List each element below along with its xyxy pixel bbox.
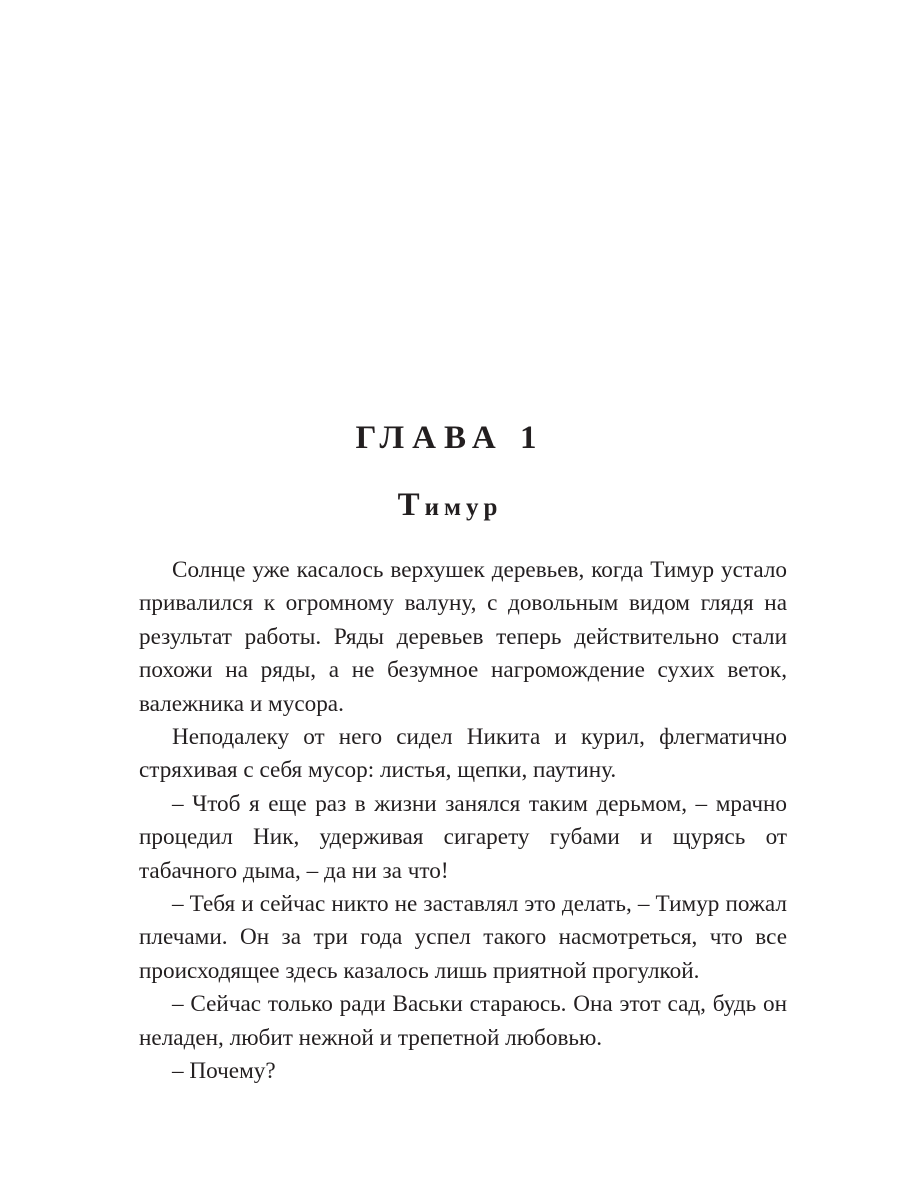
chapter-body-text	[139, 554, 787, 1089]
paragraph: – Сейчас только ради Васьки стараюсь. Она этот сад, будь он неладен, любит нежной и трепетной любовью.	[139, 991, 787, 1051]
chapter-subtitle-rest: имур	[424, 494, 503, 521]
chapter-heading: ГЛАВА 1	[355, 420, 545, 456]
paragraph: – Почему?	[172, 1058, 276, 1085]
paragraph: Солнце уже касалось верхушек деревьев, когда Тимур устало привалился к огромному валуну, с довольным видом глядя на результат работы. Ряды деревьев теперь действительно стали похожи на ряды, а не безумное нагромождение сухих веток, валежника и мусора.	[139, 557, 787, 717]
paragraph: Неподалеку от него сидел Никита и курил, флегматично стряхивая с себя мусор: листья, щепки, паутину.	[139, 724, 787, 784]
chapter-subtitle-initial: Т	[397, 487, 425, 523]
chapter-subtitle	[0, 485, 900, 528]
paragraph: – Тебя и сейчас никто не заставлял это делать, – Тимур пожал плечами. Он за три года успел такого насмотреться, что все происходящее здесь казалось лишь приятной прогулкой.	[139, 891, 787, 984]
paragraph: – Чтоб я еще раз в жизни занялся таким дерьмом, – мрачно процедил Ник, удерживая сигарету губами и щурясь от табачного дыма, – да ни за что!	[139, 790, 787, 884]
